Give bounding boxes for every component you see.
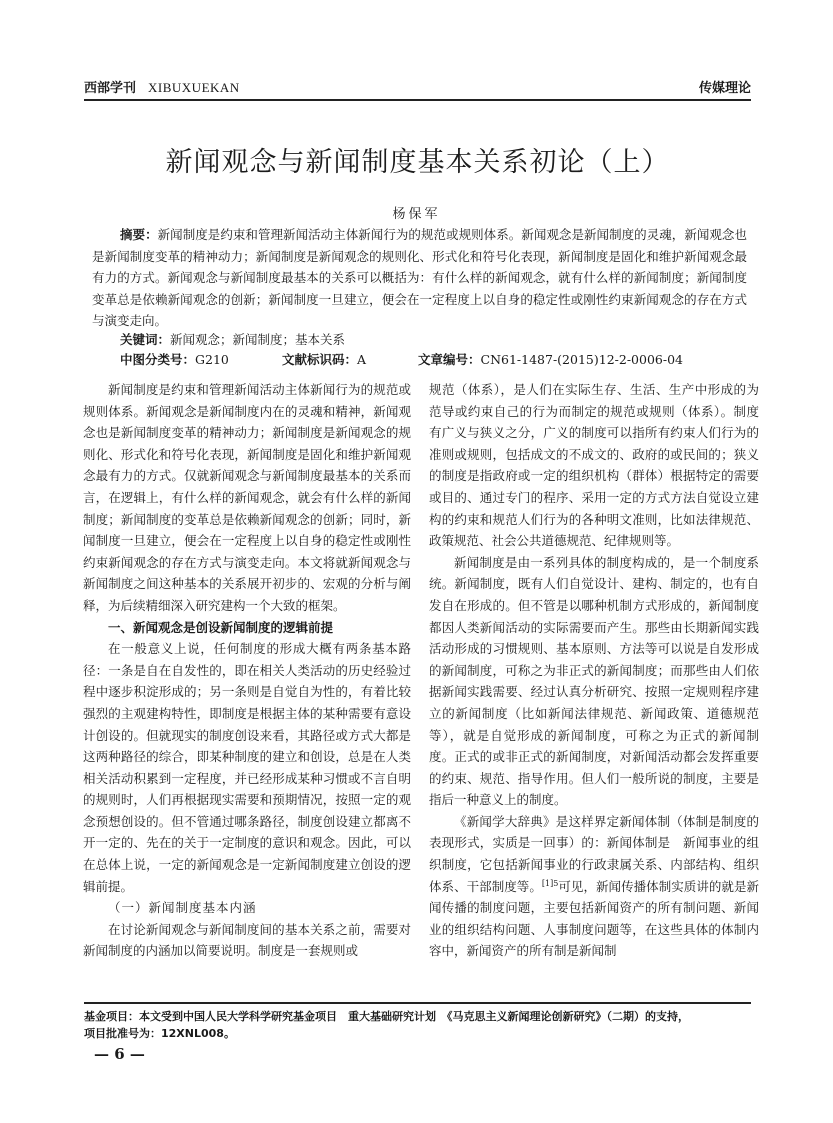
journal-name-en: XIBUXUEKAN [148,80,240,95]
abstract-label: 摘要： [120,227,158,242]
paragraph: 在一般意义上说，任何制度的形成大概有两条基本路径：一条是自在自发性的，即在相关人类活动的历史经验过程中逐步积淀形成的；另一条则是自觉自为性的，有着比较强烈的主观建构特性，即制度是根据主体的某种需要有意设计创设的。但就现实的制度创设来看，其路径或方式大都是这两种路径的综合，即某种制度的建立和创设，总是在人类相关活动积累到一定程度，并已经形成某种习惯或不言自明的规则时，人们再根据现实需要和预期情况，按照一定的观念预想创设的。但不管通过哪条路径，制度创设建立都离不开一定的、先在的关于一定制度的意识和观念。因此，可以在总体上说，一定的新闻观念是一定新闻制度建立创设的逻辑前提。 [83,641,411,894]
section-heading: 一、新闻观念是创设新闻制度的逻辑前提 [108,619,334,635]
funding-footnote [84,1002,751,1042]
keywords [120,330,747,348]
subsection-heading: （一）新闻制度基本内涵 [108,900,257,916]
paragraph: 《新闻学大辞典》是这样界定新闻体制（体制是制度的表现形式，实质是一回事）的：新闻体制是 新闻事业的组织制度，它包括新闻事业的行政隶属关系、内部结构、组织体系、干部制度等。$^{[1]5}$可见，新闻传播体制实质讲的就是新闻传播的制度问题，主要包括新闻资产的所有制问题、新闻业的组织结构问题、人事制度问题等，在这些具体的体制内容中，新闻资产的所有制是新闻制 [429,813,759,959]
body-left-column [83,379,411,962]
article-title: 新闻观念与新闻制度基本关系初论（上） [165,147,670,178]
clc-number: 中图分类号：G210 [120,352,229,367]
author: 杨保军 [392,207,441,222]
keywords-text: 新闻观念；新闻制度；基本关系 [170,332,346,347]
citation-ref: [1]5 [541,878,559,888]
keywords-label: 关键词： [120,332,171,347]
paragraph: 新闻制度是由一系列具体的制度构成的，是一个制度系统。新闻制度，既有人们自觉设计、建构、制定的，也有自发自在形成的。但不管是以哪种机制方式形成的，新闻制度都因人类新闻活动的实际需要而产生。那些由长期新闻实践活动形成的习惯规则、基本原则、方法等可以说是自发形成的新闻制度，可称之为非正式的新闻制度；而那些由人们依据新闻实践需要、经过认真分析研究、按照一定规则程序建立的新闻制度（比如新闻法律规范、新闻政策、道德规范等），就是自觉形成的新闻制度，可称之为正式的新闻制度。正式的或非正式的新闻制度，对新闻活动都会发挥重要的约束、规范、指导作用。但人们一般所说的制度，主要是指后一种意义上的制度。 [429,554,759,808]
footnote-line: 基金项目：本文受到中国人民大学科学研究基金项目 重大基础研究计划 《马克思主义新闻理论创新研究》（二期）的支持， [84,1010,689,1023]
document-code: 文献标识码：A [282,352,367,367]
journal-name [84,77,240,96]
running-header [84,76,751,101]
article-meta [120,350,747,368]
paragraph: 在讨论新闻观念与新闻制度间的基本关系之前，需要对新闻制度的内涵加以简要说明。制度是一套规则或 [83,921,411,959]
journal-name-cn: 西部学刊 [84,81,137,96]
abstract [92,224,747,332]
page-number: — 6 — [94,1045,145,1063]
paragraph: 新闻制度是约束和管理新闻活动主体新闻行为的规范或规则体系。新闻观念是新闻制度内在的灵魂和精神，新闻观念也是新闻制度变革的精神动力；新闻制度是新闻观念的规则化、形式化和符号化表现，新闻制度是固化和维护新闻观念最有力的方式。仅就新闻观念与新闻制度最基本的关系而言，在逻辑上，有什么样的新闻观念，就会有什么样的新闻制度；新闻制度的变革总是依赖新闻观念的创新；同时，新闻制度一旦建立，便会在一定程度上以自身的稳定性或刚性约束新闻观念的存在方式与演变走向。本文将就新闻观念与新闻制度之间这种基本的关系展开初步的、宏观的分析与阐释，为后续精细深入研究建构一个大致的框架。 [83,382,411,613]
body-right-column [429,379,759,962]
paragraph: 规范（体系），是人们在实际生存、生活、生产中形成的为范导或约束自己的行为而制定的规范或规则（体系）。制度有广义与狭义之分，广义的制度可以指所有约束人们行为的准则或规则，包括成文的不成文的、政府的或民间的；狭义的制度是指政府或一定的组织机构（群体）根据特定的需要或目的、通过专门的程序、采用一定的方式方法自觉设立建构的约束和规范人们行为的各种明文准则，比如法律规范、政策规范、社会公共道德规范、纪律规则等。 [429,382,759,549]
footnote-line: 项目批准号为：12XNL008。 [84,1027,235,1040]
section-label: 传媒理论 [698,81,751,96]
abstract-text: 新闻制度是约束和管理新闻活动主体新闻行为的规范或规则体系。新闻观念是新闻制度的灵魂，新闻观念也是新闻制度变革的精神动力；新闻制度是新闻观念的规则化、形式化和符号化表现，新闻制度是固化和维护新闻观念最有力的方式。新闻观念与新闻制度最基本的关系可以概括为：有什么样的新闻观念，就有什么样的新闻制度；新闻制度变革总是依赖新闻观念的创新；新闻制度一旦建立，便会在一定程度上以自身的稳定性或刚性约束新闻观念的存在方式与演变走向。 [92,227,747,328]
article-number: 文章编号：CN61-1487-(2015)12-2-0006-04 [418,352,683,367]
